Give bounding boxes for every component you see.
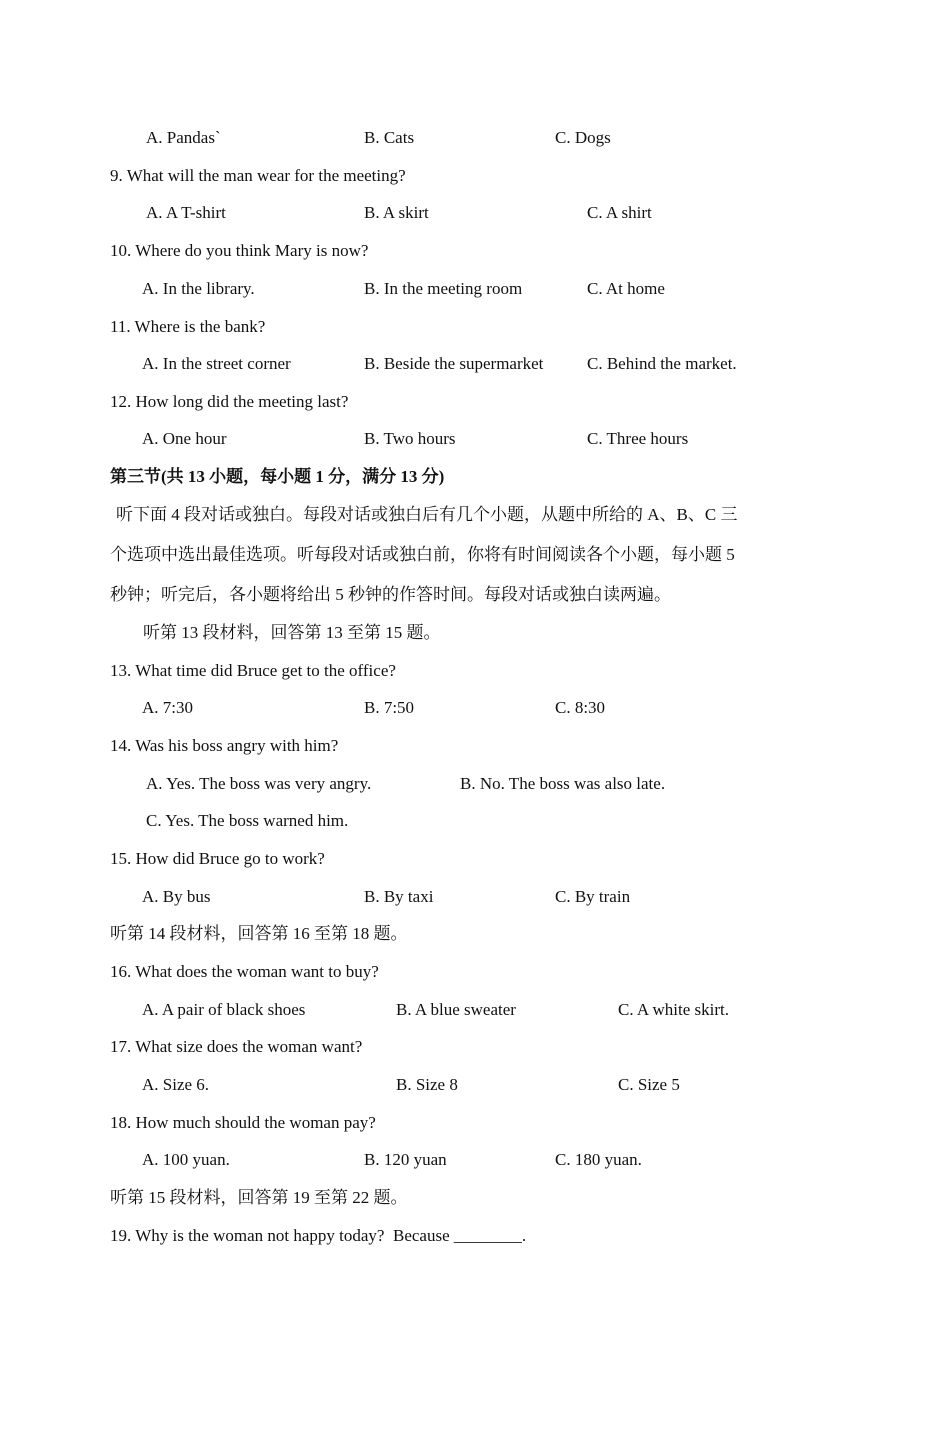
q13-option-c: C. 8:30 xyxy=(555,698,606,717)
q8-option-b: B. Cats xyxy=(364,128,415,147)
q9-question: 9. What will the man wear for the meeting? xyxy=(110,166,406,185)
q12-option-c: C. Three hours xyxy=(587,429,689,448)
q8-option-c: C. Dogs xyxy=(555,128,611,147)
q11-option-c: C. Behind the market. xyxy=(587,354,737,373)
q8-option-a: A. Pandas` xyxy=(146,128,221,147)
q18-option-a: A. 100 yuan. xyxy=(142,1150,230,1169)
q13-question: 13. What time did Bruce get to the office? xyxy=(110,661,396,680)
q14-option-c: C. Yes. The boss warned him. xyxy=(146,811,349,830)
q14-question: 14. Was his boss angry with him? xyxy=(110,736,339,755)
section-title: 第三节(共 13 小题，每小题 1 分，满分 13 分) xyxy=(110,467,445,486)
q10-option-a: A. In the library. xyxy=(142,279,255,298)
q9-option-a: A. A T-shirt xyxy=(146,203,226,222)
q9-option-c: C. A shirt xyxy=(587,203,652,222)
q11-question: 11. Where is the bank? xyxy=(110,317,266,336)
q10-option-c: C. At home xyxy=(587,279,665,298)
q16-option-c: C. A white skirt. xyxy=(618,1000,729,1019)
q12-question: 12. How long did the meeting last? xyxy=(110,392,349,411)
section-instruction-line-2: 个选项中选出最佳选项。听每段对话或独白前，你将有时间阅读各个小题，每小题 5 xyxy=(110,545,735,564)
q18-option-b: B. 120 yuan xyxy=(364,1150,447,1169)
q14-option-a: A. Yes. The boss was very angry. xyxy=(146,774,372,793)
q16-option-b: B. A blue sweater xyxy=(396,1000,516,1019)
q17-option-b: B. Size 8 xyxy=(396,1075,458,1094)
q12-option-b: B. Two hours xyxy=(364,429,456,448)
passage-15-heading: 听第 15 段材料，回答第 19 至第 22 题。 xyxy=(110,1188,408,1207)
q15-question: 15. How did Bruce go to work? xyxy=(110,849,325,868)
q19-question: 19. Why is the woman not happy today? Because ________. xyxy=(110,1226,527,1245)
q18-question: 18. How much should the woman pay? xyxy=(110,1113,376,1132)
q15-option-c: C. By train xyxy=(555,887,631,906)
section-instruction-line-1: 听下面 4 段对话或独白。每段对话或独白后有几个小题，从题中所给的 A、B、C 三 xyxy=(116,505,738,524)
q12-option-a: A. One hour xyxy=(142,429,227,448)
q13-option-b: B. 7:50 xyxy=(364,698,415,717)
section-instruction-line-3: 秒钟；听完后，各小题将给出 5 秒钟的作答时间。每段对话或独白读两遍。 xyxy=(110,585,671,604)
q9-option-b: B. A skirt xyxy=(364,203,429,222)
passage-14-heading: 听第 14 段材料，回答第 16 至第 18 题。 xyxy=(110,924,408,943)
passage-13-heading: 听第 13 段材料，回答第 13 至第 15 题。 xyxy=(143,623,441,642)
q11-option-b: B. Beside the supermarket xyxy=(364,354,544,373)
q14-option-b: B. No. The boss was also late. xyxy=(460,774,666,793)
q11-option-a: A. In the street corner xyxy=(142,354,291,373)
q10-option-b: B. In the meeting room xyxy=(364,279,523,298)
q10-question: 10. Where do you think Mary is now? xyxy=(110,241,369,260)
q16-option-a: A. A pair of black shoes xyxy=(142,1000,306,1019)
q17-option-c: C. Size 5 xyxy=(618,1075,680,1094)
q17-option-a: A. Size 6. xyxy=(142,1075,210,1094)
q13-option-a: A. 7:30 xyxy=(142,698,193,717)
q15-option-a: A. By bus xyxy=(142,887,211,906)
q17-question: 17. What size does the woman want? xyxy=(110,1037,363,1056)
q18-option-c: C. 180 yuan. xyxy=(555,1150,642,1169)
q15-option-b: B. By taxi xyxy=(364,887,434,906)
q16-question: 16. What does the woman want to buy? xyxy=(110,962,379,981)
